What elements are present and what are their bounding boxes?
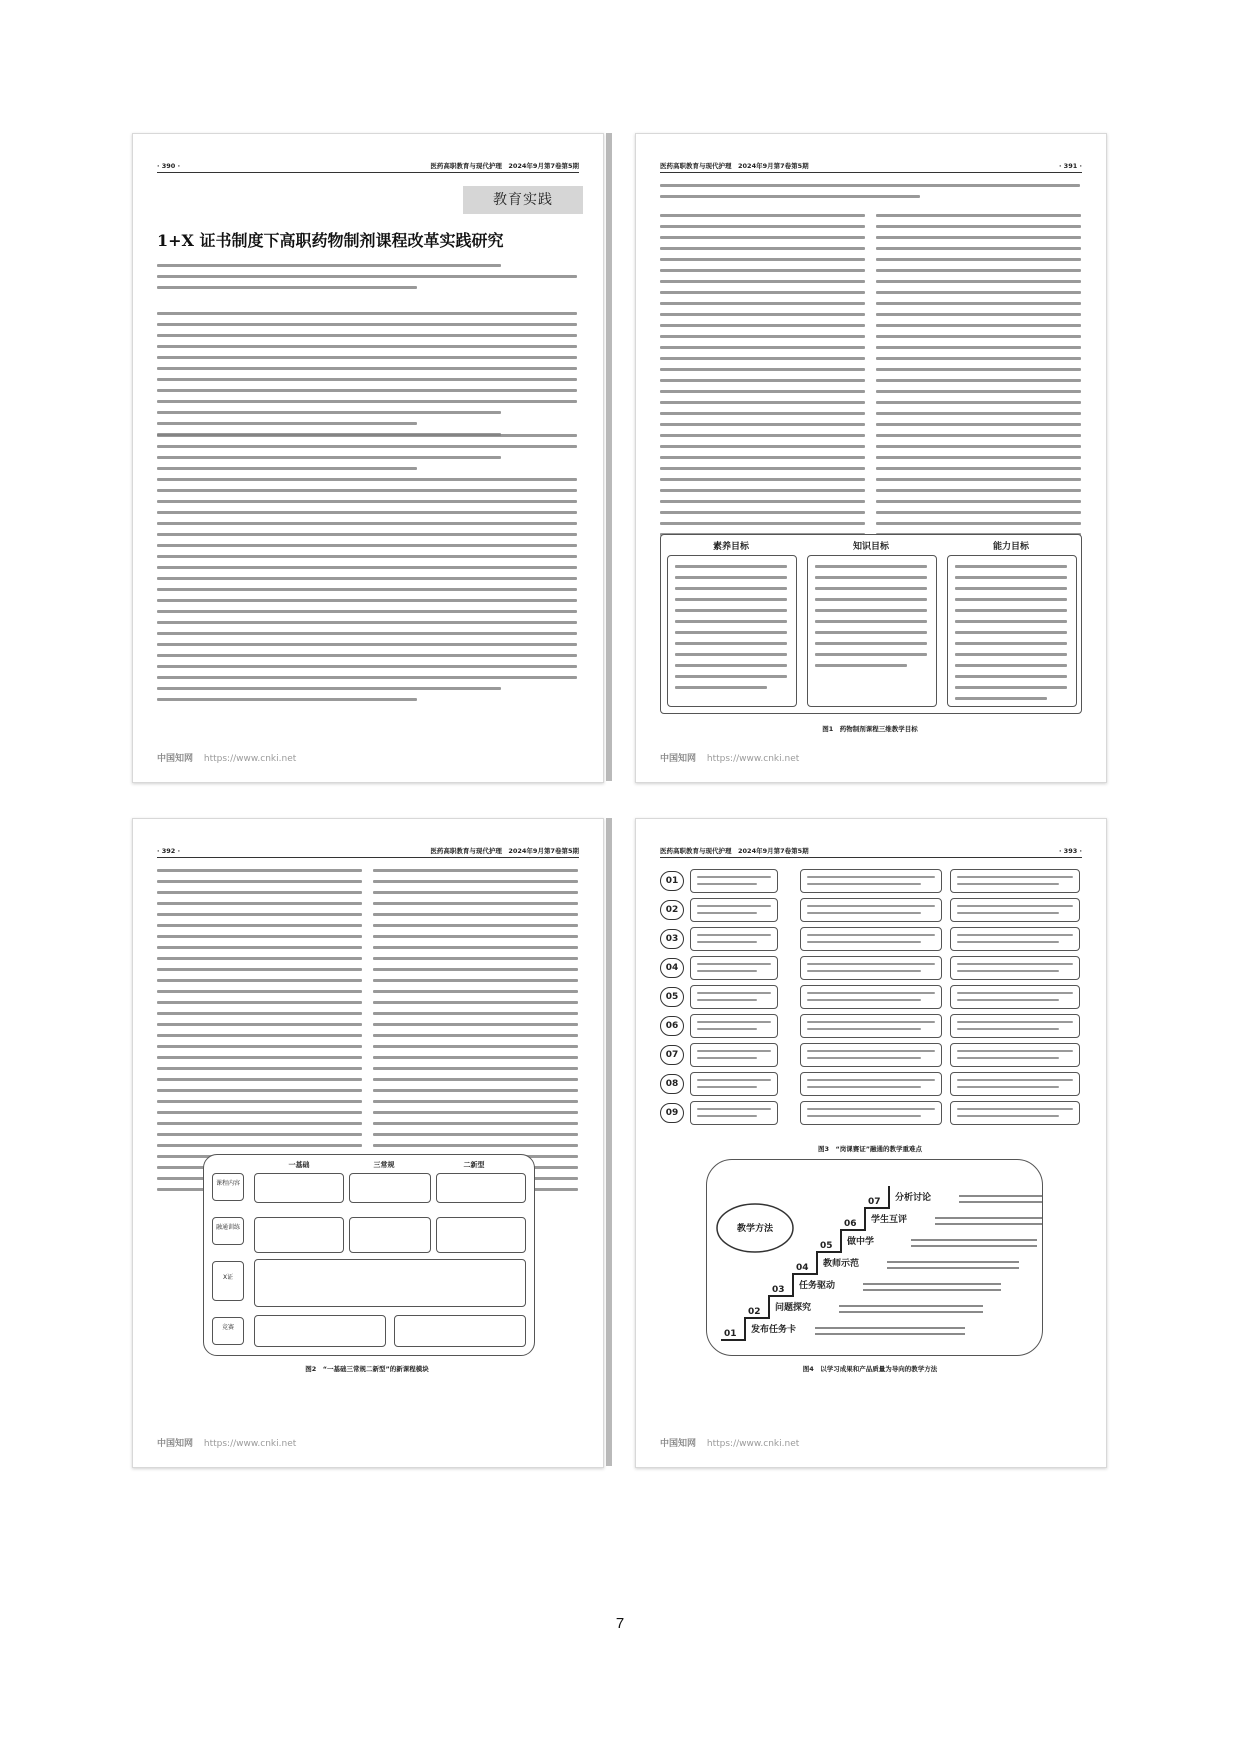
figure4-step-label: 分析讨论 (895, 1193, 932, 1203)
abstract-body (157, 312, 577, 444)
figure2-cell (254, 1217, 344, 1253)
body-column-left (157, 869, 362, 1199)
figure3-row-number: 01 (660, 871, 684, 891)
figure3-focus-box (800, 869, 942, 893)
page-number: · 392 · (157, 847, 181, 855)
cnki-url[interactable]: https://www.cnki.net (203, 754, 297, 764)
figure2-cell (349, 1217, 431, 1253)
figure4-panel (706, 1159, 1043, 1356)
figure3-focus-box (800, 1043, 942, 1067)
figure2-head-new: 二新型 (463, 1161, 485, 1169)
figure4-step-description (911, 1245, 1037, 1247)
figure4-step-number: 07 (868, 1197, 881, 1207)
figure3-difficulty-box (950, 869, 1080, 893)
figure3-difficulty-box (950, 1072, 1080, 1096)
figure3-difficulty-box (950, 985, 1080, 1009)
figure4-step-description (887, 1267, 1019, 1269)
figure3-module-box (690, 1101, 778, 1125)
page-number: · 393 · (1058, 847, 1082, 855)
page-number: · 390 · (157, 162, 181, 170)
abstract-text-block (157, 264, 577, 297)
page-gutter-bottom (606, 818, 612, 1466)
figure3-row-number: 05 (660, 987, 684, 1007)
figure3-row-number: 06 (660, 1016, 684, 1036)
page-footer (660, 1436, 799, 1449)
figure4-step-number: 02 (748, 1307, 761, 1317)
figure2-cell (349, 1173, 431, 1203)
figure4-step-description (815, 1327, 965, 1329)
keywords-en (660, 184, 1080, 206)
figure4-step-label: 教师示范 (823, 1259, 860, 1269)
figure3-diagram (660, 869, 1080, 1139)
page-header (660, 162, 1082, 173)
figure4-step-label: 发布任务卡 (751, 1325, 797, 1335)
figure4-caption: 图4 以学习成果和产品质量为导向的教学方法 (802, 1365, 938, 1373)
page-number: · 391 · (1058, 162, 1082, 170)
figure3-focus-box (800, 1101, 942, 1125)
figure4-step-description (911, 1239, 1037, 1241)
english-abstract (157, 434, 577, 709)
figure3-module-box (690, 1072, 778, 1096)
article-title: 1+X 证书制度下高职药物制剂课程改革实践研究 (157, 231, 504, 250)
figure1-head-knowledge: 知识目标 (852, 542, 889, 552)
cnki-url[interactable]: https://www.cnki.net (706, 1439, 800, 1449)
document-page-number: 7 (615, 1615, 625, 1632)
figure3-focus-box (800, 1014, 942, 1038)
cnki-logo: 中国知网 (660, 1439, 697, 1449)
figure4-step-number: 05 (820, 1241, 833, 1251)
figure4-staircase (707, 1160, 1042, 1355)
figure3-focus-box (800, 898, 942, 922)
page-footer (157, 751, 296, 764)
figure4-step-label: 做中学 (847, 1237, 875, 1247)
page-footer (157, 1436, 296, 1449)
figure2-cell (436, 1217, 526, 1253)
figure3-module-box (690, 869, 778, 893)
figure2-row-label-training: 融通训练 (212, 1217, 244, 1245)
figure4-step-description (935, 1217, 1042, 1219)
figure4-step-description (815, 1333, 965, 1335)
figure1-head-ability: 能力目标 (992, 542, 1029, 552)
figure4-step-label: 问题探究 (775, 1303, 812, 1313)
figure3-difficulty-box (950, 927, 1080, 951)
journal-page-390 (132, 133, 604, 783)
figure2-cell (254, 1173, 344, 1203)
figure2-head-conventional: 三常规 (373, 1161, 395, 1169)
page-header (157, 847, 579, 858)
cnki-logo: 中国知网 (157, 754, 194, 764)
figure2-row-label-contest: 竞赛 (212, 1317, 244, 1345)
figure3-difficulty-box (950, 1043, 1080, 1067)
figure3-module-box (690, 1043, 778, 1067)
page-footer (660, 751, 799, 764)
journal-page-392 (132, 818, 604, 1468)
figure1-head-literacy: 素养目标 (712, 542, 749, 552)
figure2-cell (254, 1315, 386, 1347)
figure3-difficulty-box (950, 898, 1080, 922)
page-gutter-top (606, 133, 612, 781)
figure3-module-box (690, 956, 778, 980)
figure4-method-label: 教学方法 (736, 1224, 774, 1234)
cnki-logo: 中国知网 (157, 1439, 194, 1449)
figure3-row-number: 07 (660, 1045, 684, 1065)
figure3-difficulty-box (950, 956, 1080, 980)
figure4-step-description (887, 1261, 1019, 1263)
figure3-difficulty-box (950, 1014, 1080, 1038)
figure4-step-description (959, 1195, 1042, 1197)
figure2-cell (394, 1315, 526, 1347)
figure4-step-description (839, 1311, 983, 1313)
figure3-module-box (690, 1014, 778, 1038)
journal-name: 医药高职教育与现代护理 2024年9月第7卷第5期 (660, 162, 809, 170)
figure4-step-number: 04 (796, 1263, 809, 1273)
figure2-cell (254, 1259, 526, 1307)
figure3-row-number: 04 (660, 958, 684, 978)
figure4-step-description (863, 1283, 1001, 1285)
journal-page-393 (635, 818, 1107, 1468)
figure1-caption: 图1 药物制剂课程三维教学目标 (822, 725, 918, 733)
cnki-url[interactable]: https://www.cnki.net (706, 754, 800, 764)
figure4-step-number: 01 (724, 1329, 737, 1339)
figure3-module-box (690, 985, 778, 1009)
figure3-focus-box (800, 956, 942, 980)
figure4-step-description (863, 1289, 1001, 1291)
figure2-caption: 图2 “一基础三常规二新型”的新课程模块 (305, 1365, 429, 1373)
figure4-step-description (935, 1223, 1042, 1225)
figure2-row-label-content: 课程内容 (212, 1173, 244, 1201)
column-badge: 教育实践 (463, 186, 583, 214)
figure3-row-number: 03 (660, 929, 684, 949)
journal-name: 医药高职教育与现代护理 2024年9月第7卷第5期 (660, 847, 809, 855)
figure3-caption: 图3 “岗课赛证”融通的教学重难点 (817, 1145, 923, 1153)
figure2-panel (203, 1154, 535, 1356)
figure3-row-number: 09 (660, 1103, 684, 1123)
figure2-row-label-cert: X证 (212, 1261, 244, 1301)
page-header (660, 847, 1082, 858)
figure4-step-number: 06 (844, 1219, 857, 1229)
figure1-panel (660, 534, 1082, 714)
figure3-focus-box (800, 985, 942, 1009)
page-header (157, 162, 579, 173)
body-column-right (373, 869, 578, 1199)
figure3-focus-box (800, 1072, 942, 1096)
figure3-row-number: 02 (660, 900, 684, 920)
figure4-step-number: 03 (772, 1285, 785, 1295)
journal-name: 医药高职教育与现代护理 2024年9月第7卷第5期 (430, 847, 579, 855)
figure3-module-box (690, 927, 778, 951)
journal-page-391 (635, 133, 1107, 783)
figure2-head-foundation: 一基础 (288, 1161, 310, 1169)
figure3-module-box (690, 898, 778, 922)
figure4-step-label: 任务驱动 (799, 1281, 836, 1291)
figure4-step-description (839, 1305, 983, 1307)
cnki-url[interactable]: https://www.cnki.net (203, 1439, 297, 1449)
cnki-logo: 中国知网 (660, 754, 697, 764)
figure2-cell (436, 1173, 526, 1203)
figure3-focus-box (800, 927, 942, 951)
figure4-step-description (959, 1201, 1042, 1203)
figure3-row-number: 08 (660, 1074, 684, 1094)
figure3-difficulty-box (950, 1101, 1080, 1125)
journal-name: 医药高职教育与现代护理 2024年9月第7卷第5期 (430, 162, 579, 170)
figure4-step-label: 学生互评 (871, 1215, 908, 1225)
